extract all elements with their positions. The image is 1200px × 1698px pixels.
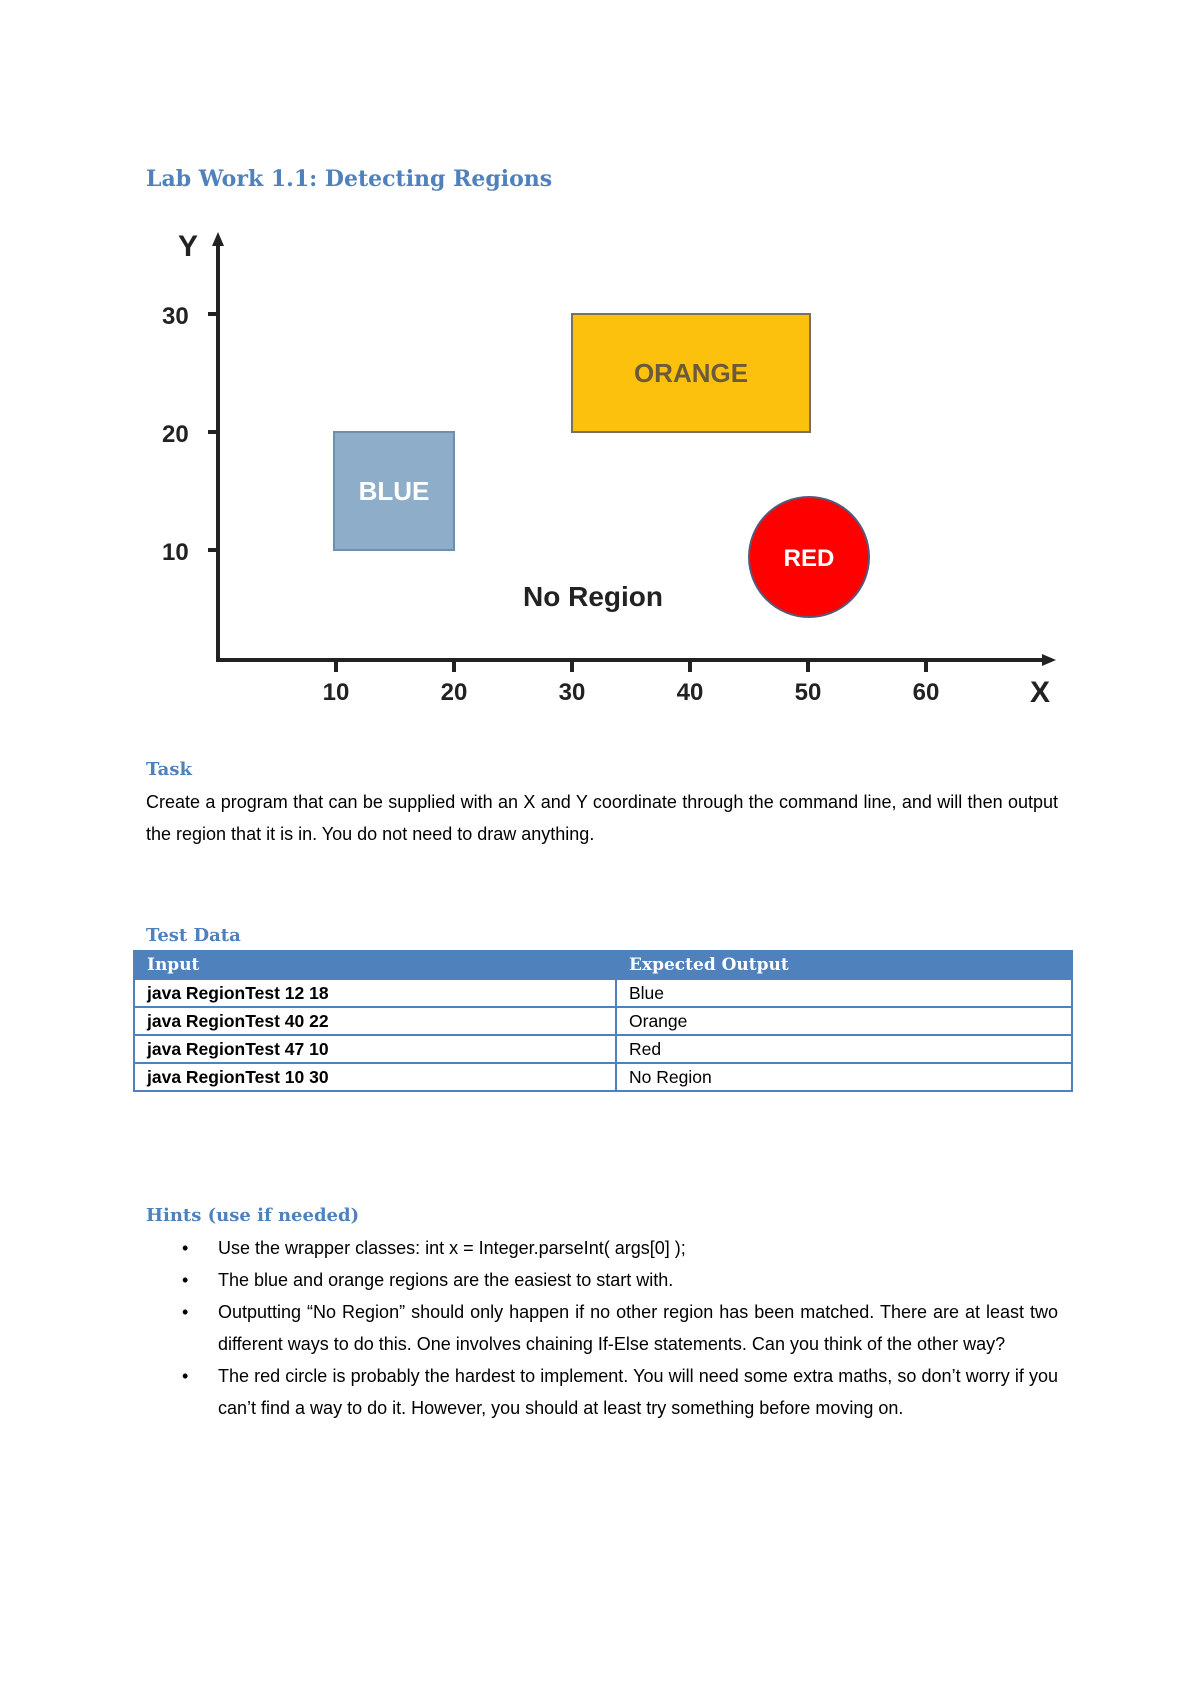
hints-list — [146, 1232, 1058, 1424]
y-tick-label: 30 — [162, 303, 189, 330]
task-description: Create a program that can be supplied with an X and Y coordinate through the command line, and will then output the region that it is in. You do not need to draw anything. — [146, 792, 1058, 844]
list-item — [146, 1232, 1058, 1264]
hints-heading: Hints (use if needed) — [146, 1205, 360, 1226]
region-diagram-svg — [150, 232, 1070, 712]
column-header-input: Input — [134, 951, 616, 979]
expected-output-cell: Red — [616, 1035, 1072, 1063]
input-cell: java RegionTest 12 18 — [134, 979, 616, 1007]
input-cell: java RegionTest 40 22 — [134, 1007, 616, 1035]
expected-output-cell: Orange — [616, 1007, 1072, 1035]
y-axis-arrow — [212, 232, 224, 246]
bullet-icon: • — [182, 1270, 189, 1290]
orange-region-label: ORANGE — [633, 358, 749, 388]
table-row — [134, 1063, 1072, 1091]
no-region-label: No Region — [523, 581, 663, 612]
page-title: Lab Work 1.1: Detecting Regions — [146, 166, 553, 192]
list-item — [146, 1360, 1058, 1424]
x-tick-label: 20 — [440, 679, 468, 706]
bullet-icon: • — [182, 1302, 189, 1322]
x-tick-label: 10 — [322, 679, 350, 706]
x-tick-label: 50 — [794, 679, 822, 706]
task-heading: Task — [146, 759, 192, 780]
region-diagram — [150, 232, 1070, 712]
hint-text: Use the wrapper classes: int x = Integer.parseInt( args[0] ); — [218, 1238, 686, 1258]
bullet-icon: • — [182, 1238, 189, 1258]
x-axis-arrow — [1042, 654, 1056, 666]
list-item — [146, 1264, 1058, 1296]
table-row — [134, 979, 1072, 1007]
y-tick-label: 10 — [162, 539, 189, 566]
list-item — [146, 1296, 1058, 1360]
hint-text: Outputting “No Region” should only happen if no other region has been matched. There are at least two different ways to do this. One involves chaining If-Else statements. Can you think of the other way? — [218, 1302, 1058, 1354]
expected-output-cell: Blue — [616, 979, 1072, 1007]
hint-text: The blue and orange regions are the easiest to start with. — [218, 1270, 674, 1290]
table-row — [134, 1007, 1072, 1035]
x-tick-label: 30 — [558, 679, 586, 706]
x-tick-label: 60 — [912, 679, 940, 706]
red-region-label: RED — [783, 545, 835, 572]
table-header-row — [134, 951, 1072, 979]
test-data-heading: Test Data — [146, 925, 241, 946]
test-data-table — [133, 950, 1073, 1092]
y-tick-label: 20 — [162, 421, 189, 448]
hint-text: The red circle is probably the hardest to implement. You will need some extra maths, so don’t worry if you can’t find a way to do it. However, you should at least try something before moving on. — [218, 1366, 1058, 1418]
input-cell: java RegionTest 47 10 — [134, 1035, 616, 1063]
y-axis-label: Y — [178, 232, 199, 263]
column-header-expected-output: Expected Output — [616, 951, 1072, 979]
x-axis-label: X — [1030, 676, 1051, 709]
expected-output-cell: No Region — [616, 1063, 1072, 1091]
input-cell: java RegionTest 10 30 — [134, 1063, 616, 1091]
bullet-icon: • — [182, 1366, 189, 1386]
table-row — [134, 1035, 1072, 1063]
x-tick-label: 40 — [676, 679, 704, 706]
blue-region-label: BLUE — [358, 476, 430, 506]
